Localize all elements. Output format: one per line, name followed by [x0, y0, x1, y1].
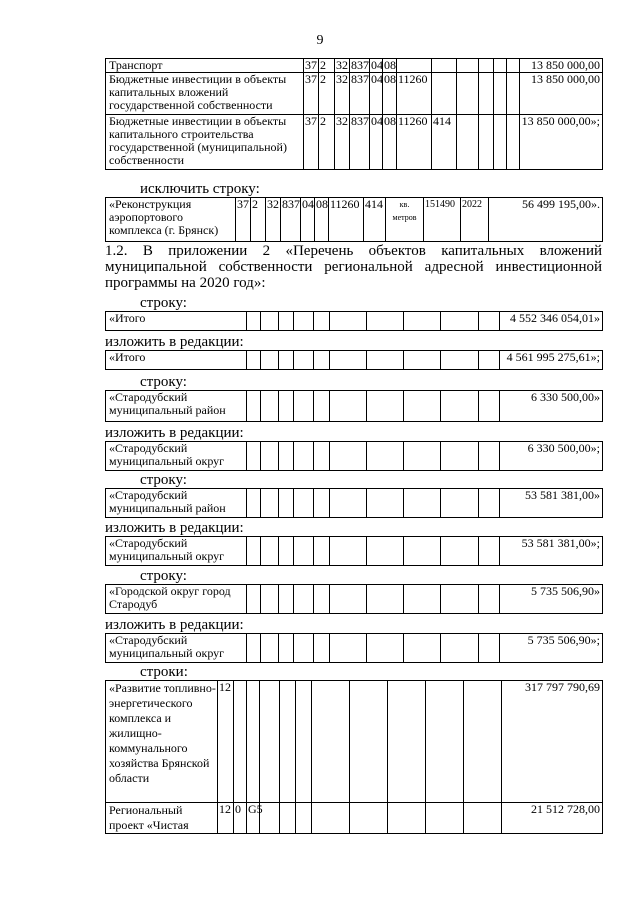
label-rows: строки:: [140, 664, 188, 680]
table-row: «Стародубский муниципальный район 53 581 381,00»: [106, 489, 603, 518]
label-edit: изложить в редакции:: [105, 425, 244, 441]
table-row: Бюджетные инвестиции в объекты капитального строительства государственной (муниципальной) собственности 37 2 32 837 04 08 11260 414 13 850 000,00»;: [106, 115, 603, 170]
table-row: Транспорт 37 2 32 837 04 08 13 850 000,00: [106, 59, 603, 73]
table-excluded-row: [105, 197, 603, 242]
table-row: Региональный проект «Чистая 12 0 G5 21 512 728,00: [106, 803, 603, 834]
label-edit: изложить в редакции:: [105, 617, 244, 633]
table-fuel-energy: [105, 680, 603, 834]
table-row: «Стародубский муниципальный район 6 330 500,00»: [106, 391, 603, 422]
table-starodub-city: [105, 584, 603, 614]
table-row: Бюджетные инвестиции в объекты капитальных вложений государственной собственности 37 2 32 837 04 08 11260 13 850 000,00: [106, 73, 603, 115]
table-row: «Стародубский муниципальный округ 6 330 500,00»;: [106, 442, 603, 471]
label-edit: изложить в редакции:: [105, 334, 244, 350]
table-starodub-okrug-2: [105, 536, 603, 566]
table-row: «Развитие топливно-энергетического комплекса и жилищно-коммунального хозяйства Брянской области 12 317 797 790,69: [106, 681, 603, 803]
table-starodub-okrug-1: [105, 441, 603, 471]
table-total-old: [105, 311, 603, 331]
table-row: «Городской округ город Стародуб 5 735 506,90»: [106, 585, 603, 614]
table-transport: [105, 58, 603, 170]
table-total-new: [105, 350, 603, 370]
table-starodub-okrug-3: [105, 633, 603, 663]
table-row: «Итого 4 561 995 275,61»;: [106, 351, 603, 370]
page-number: 9: [316, 33, 324, 48]
label-exclude-row: исключить строку:: [140, 181, 260, 197]
table-row: «Итого 4 552 346 054,01»: [106, 312, 603, 331]
table-row: «Стародубский муниципальный округ 53 581 381,00»;: [106, 537, 603, 566]
table-starodub-district-1: [105, 390, 603, 422]
label-row: строку:: [140, 472, 187, 488]
label-row: строку:: [140, 568, 187, 584]
label-row: строку:: [140, 295, 187, 311]
label-edit: изложить в редакции:: [105, 520, 244, 536]
paragraph-1-2: 1.2. В приложении 2 «Перечень объектов капитальных вложений муниципальной собственности региональной адресной инвестиционной программы на 2020 год»:: [105, 243, 602, 291]
label-row: строку:: [140, 374, 187, 390]
table-row: «Реконструкция аэропортового комплекса (г. Брянск) 37 2 32 837 04 08 11260 414 кв. метров 151490 2022 56 499 195,00».: [106, 198, 603, 242]
table-starodub-district-2: [105, 488, 603, 518]
table-row: «Стародубский муниципальный округ 5 735 506,90»;: [106, 634, 603, 663]
